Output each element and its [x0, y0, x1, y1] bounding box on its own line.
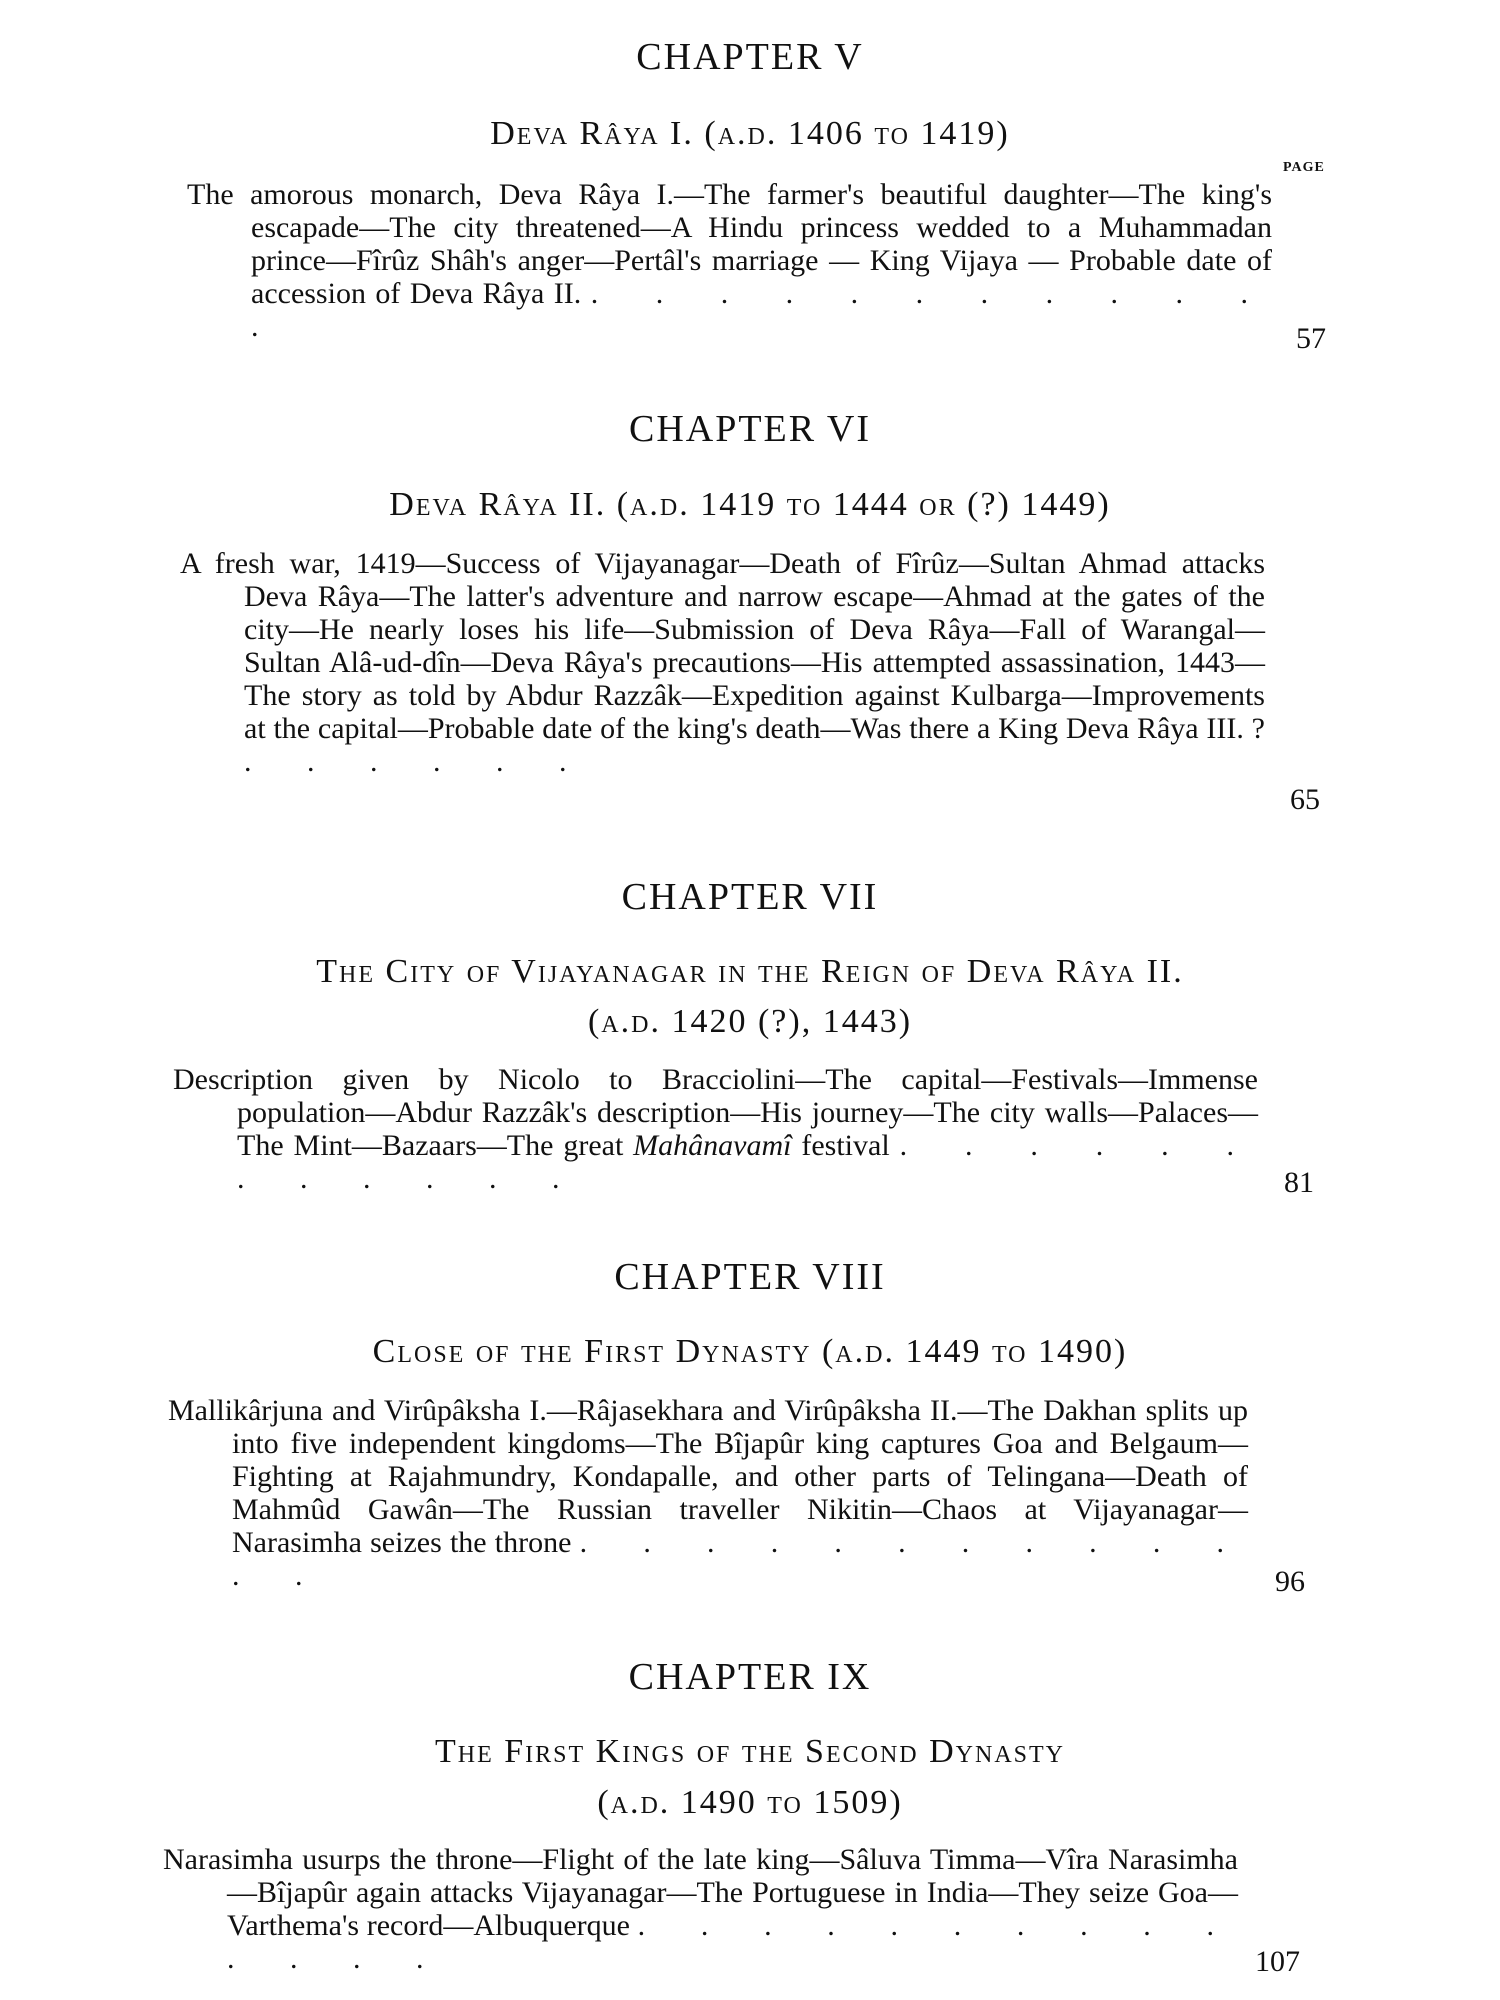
summary-text: Mallikârjuna and Virûpâksha I.—Râjasekhara and Virûpâksha II.—The Dakhan splits up into five independent kingdoms—The Bîjapûr king captures Goa and Belgaum—Fighting at Rajahmundry, Kondapalle, and other parts of Telingana—Death of Mahmûd Gawân—The Russian traveller Nikitin—Chaos at Vijayanagar—Narasimha seizes the throne: [168, 1394, 1248, 1559]
chapter-summary: The amorous monarch, Deva Râya I.—The farmer's beautiful daughter—The king's escapade—The city threatened—A Hindu princess wedded to a Muhammadan prince—Fîrûz Shâh's anger—Pertâl's marriage — King Vijaya — Probable date of accession of Deva Râya II. . . . . . . . . . . . .: [187, 178, 1273, 343]
page-number: 107: [1255, 1945, 1300, 1978]
page-number: 81: [1284, 1166, 1314, 1199]
summary-text: Description given by Nicolo to Bracciolini—The capital—Festivals—Immense population—Abdur Razzâk's description—His journey—The city walls—Palaces—The Mint—Bazaars—The great: [173, 1063, 1258, 1162]
chapter-summary: Description given by Nicolo to Bracciolini—The capital—Festivals—Immense population—Abdur Razzâk's description—His journey—The city walls—Palaces—The Mint—Bazaars—The great Mahânavamî festival . . . . . . . . . . . .: [173, 1063, 1258, 1195]
summary-italic: Mahânavamî: [633, 1129, 792, 1162]
chapter-summary: Narasimha usurps the throne—Flight of the late king—Sâluva Timma—Vîra Narasimha—Bîjapûr again attacks Vijayanagar—The Portuguese in India—They seize Goa—Varthema's record—Albuquerque . . . . . . . . . . . . . .: [163, 1843, 1238, 1975]
summary-text: A fresh war, 1419—Success of Vijayanagar—Death of Fîrûz—Sultan Ahmad attacks Deva Râya—The latter's adventure and narrow escape—Ahmad at the gates of the city—He nearly loses his life—Submission of Deva Râya—Fall of Warangal—Sultan Alâ-ud-dîn—Deva Râya's precautions—His attempted assassination, 1443—The story as told by Abdur Razzâk—Expedition against Kulbarga—Improvements at the capital—Probable date of the king's death—Was there a King Deva Râya III. ?: [180, 547, 1265, 745]
chapter-title: The First Kings of the Second Dynasty: [434, 1733, 1066, 1770]
chapter-summary: A fresh war, 1419—Success of Vijayanagar—Death of Fîrûz—Sultan Ahmad attacks Deva Râya—The latter's adventure and narrow escape—Ahmad at the gates of the city—He nearly loses his life—Submission of Deva Râya—Fall of Warangal—Sultan Alâ-ud-dîn—Deva Râya's precautions—His attempted assassination, 1443—The story as told by Abdur Razzâk—Expedition against Kulbarga—Improvements at the capital—Probable date of the king's death—Was there a King Deva Râya III. ? . . . . . .: [180, 547, 1265, 778]
summary-text: The amorous monarch, Deva Râya I.—The farmer's beautiful daughter—The king's escapade—The city threatened—A Hindu princess wedded to a Muhammadan prince—Fîrûz Shâh's anger—Pertâl's marriage — King Vijaya — Probable date of accession of Deva Râya II.: [187, 178, 1272, 310]
summary-tail: festival: [791, 1129, 890, 1162]
page-label: PAGE: [1283, 160, 1325, 175]
chapter-title: Close of the First Dynasty (a.d. 1449 to 1490): [372, 1333, 1128, 1370]
chapter-heading: CHAPTER VI: [628, 408, 872, 450]
chapter-title: The City of Vijayanagar in the Reign of Deva Râya II.: [316, 953, 1184, 990]
page-number: 65: [1290, 783, 1320, 816]
chapter-title-dates: (a.d. 1420 (?), 1443): [587, 1003, 913, 1040]
chapter-summary: Mallikârjuna and Virûpâksha I.—Râjasekhara and Virûpâksha II.—The Dakhan splits up into five independent kingdoms—The Bîjapûr king captures Goa and Belgaum—Fighting at Rajahmundry, Kondapalle, and other parts of Telingana—Death of Mahmûd Gawân—The Russian traveller Nikitin—Chaos at Vijayanagar—Narasimha seizes the throne . . . . . . . . . . . . .: [168, 1394, 1248, 1592]
chapter-title: Deva Râya I. (a.d. 1406 to 1419): [490, 115, 1010, 152]
chapter-heading: CHAPTER IX: [628, 1656, 872, 1698]
chapter-title-dates: (a.d. 1490 to 1509): [597, 1784, 903, 1821]
page-number: 96: [1275, 1565, 1305, 1598]
page-number: 57: [1296, 322, 1326, 355]
chapter-heading: CHAPTER V: [636, 36, 864, 78]
chapter-title: Deva Râya II. (a.d. 1419 to 1444 or (?) 1449): [389, 486, 1111, 523]
summary-text: Narasimha usurps the throne—Flight of the late king—Sâluva Timma—Vîra Narasimha—Bîjapûr again attacks Vijayanagar—The Portuguese in India—They seize Goa—Varthema's record—Albuquerque: [163, 1843, 1238, 1942]
chapter-heading: CHAPTER VII: [621, 876, 879, 918]
chapter-heading: CHAPTER VIII: [614, 1256, 886, 1298]
